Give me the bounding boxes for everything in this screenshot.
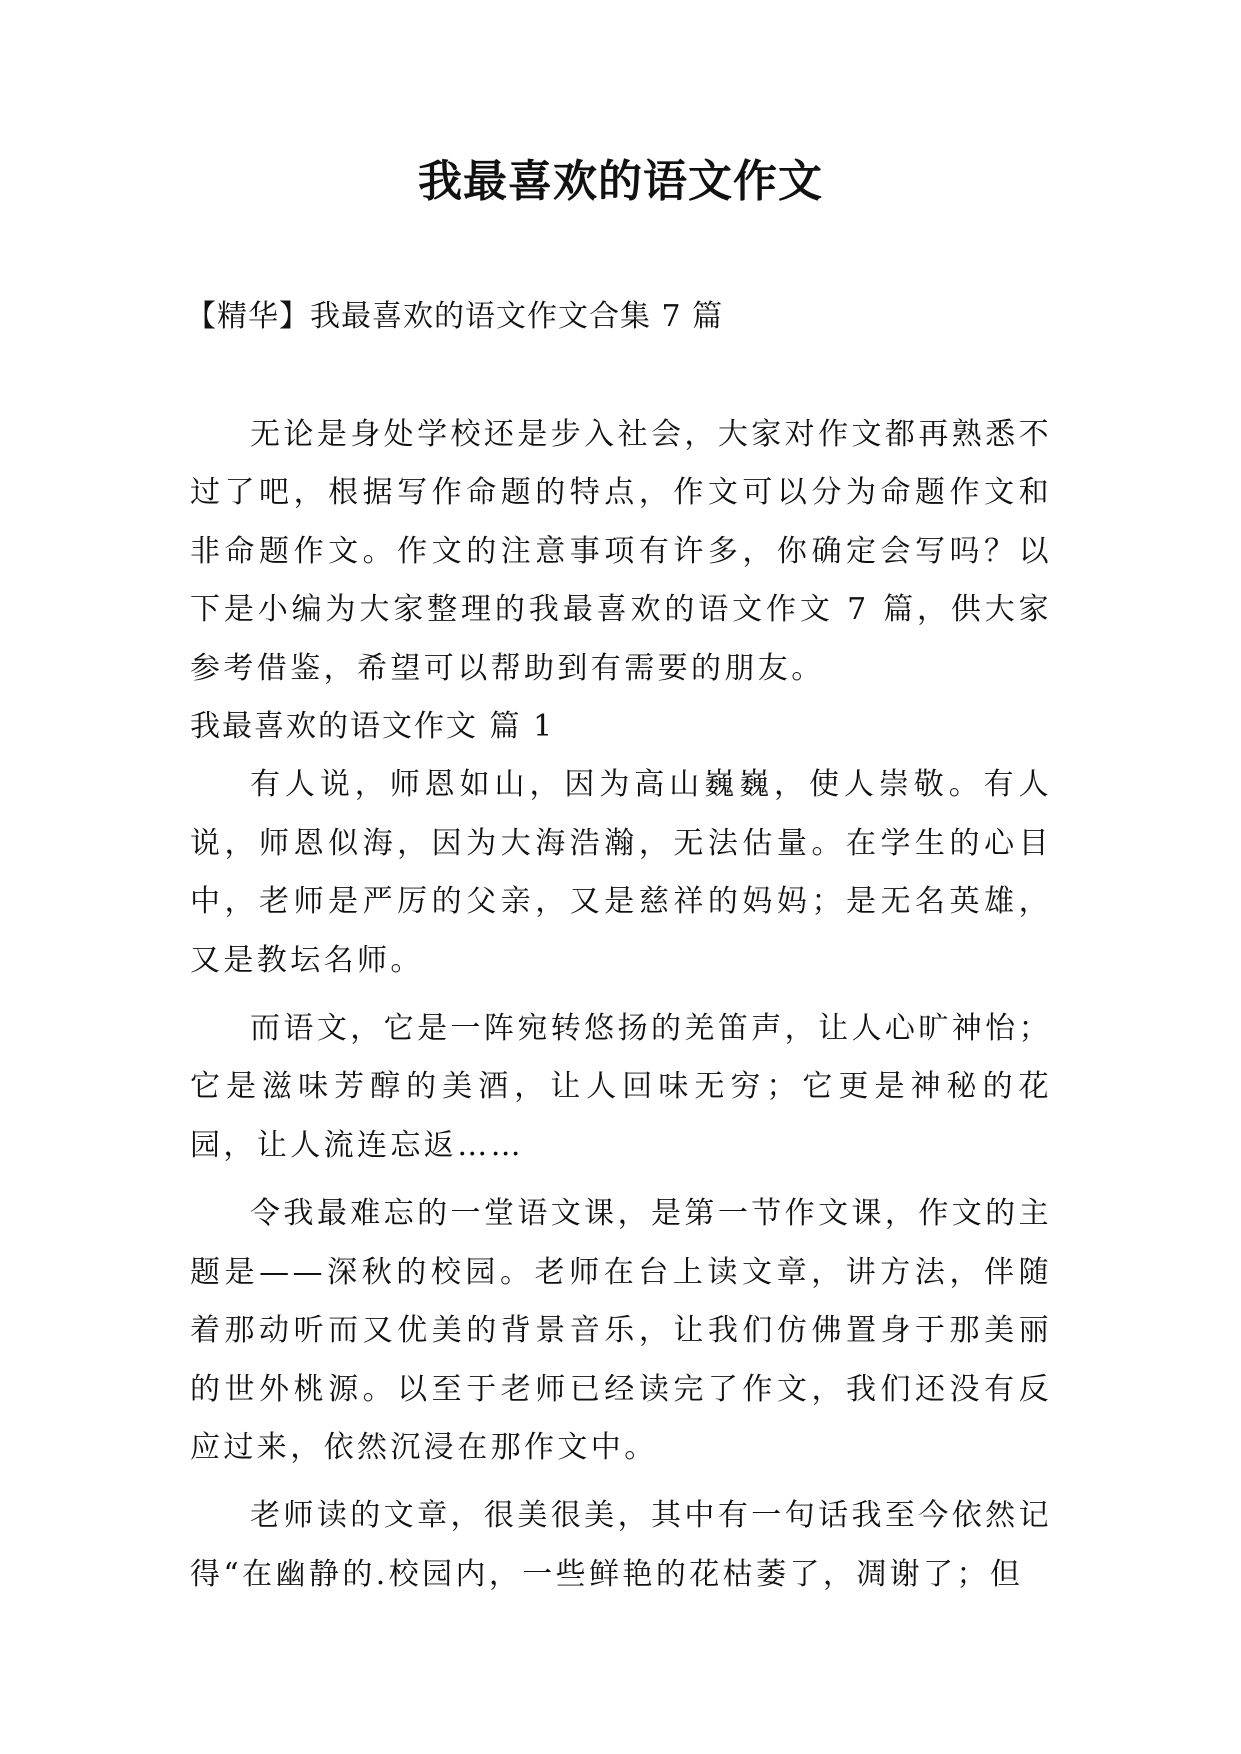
document-body — [190, 406, 1052, 1604]
document-subtitle: 【精华】我最喜欢的语文作文合集 7 篇 — [186, 299, 724, 334]
intro-paragraph: 无论是身处学校还是步入社会，大家对作文都再熟悉不过了吧，根据写作命题的特点，作文可以分为命题作文和非命题作文。作文的注意事项有许多，你确定会写吗？以下是小编为大家整理的我最喜欢的语文作文 7 篇，供大家参考借鉴，希望可以帮助到有需要的朋友。 — [190, 417, 1052, 686]
body-paragraph: 而语文，它是一阵宛转悠扬的羌笛声，让人心旷神怡；它是滋味芳醇的美酒，让人回味无穷；它更是神秘的花园，让人流连忘返…… — [190, 1011, 1052, 1163]
body-paragraph: 有人说，师恩如山，因为高山巍巍，使人崇敬。有人说，师恩似海，因为大海浩瀚，无法估量。在学生的心目中，老师是严厉的父亲，又是慈祥的妈妈；是无名英雄，又是教坛名师。 — [190, 767, 1052, 978]
section-heading: 我最喜欢的语文作文 篇 1 — [190, 709, 555, 745]
body-paragraph: 令我最难忘的一堂语文课，是第一节作文课，作文的主题是——深秋的校园。老师在台上读文章，讲方法，伴随着那动听而又优美的背景音乐，让我们仿佛置身于那美丽的世外桃源。以至于老师已经读完了作文，我们还没有反应过来，依然沉浸在那作文中。 — [190, 1196, 1052, 1465]
body-paragraph: 老师读的文章，很美很美，其中有一句话我至今依然记得“在幽静的.校园内，一些鲜艳的花枯萎了，凋谢了；但 — [190, 1498, 1052, 1592]
document-title: 我最喜欢的语文作文 — [418, 156, 823, 207]
